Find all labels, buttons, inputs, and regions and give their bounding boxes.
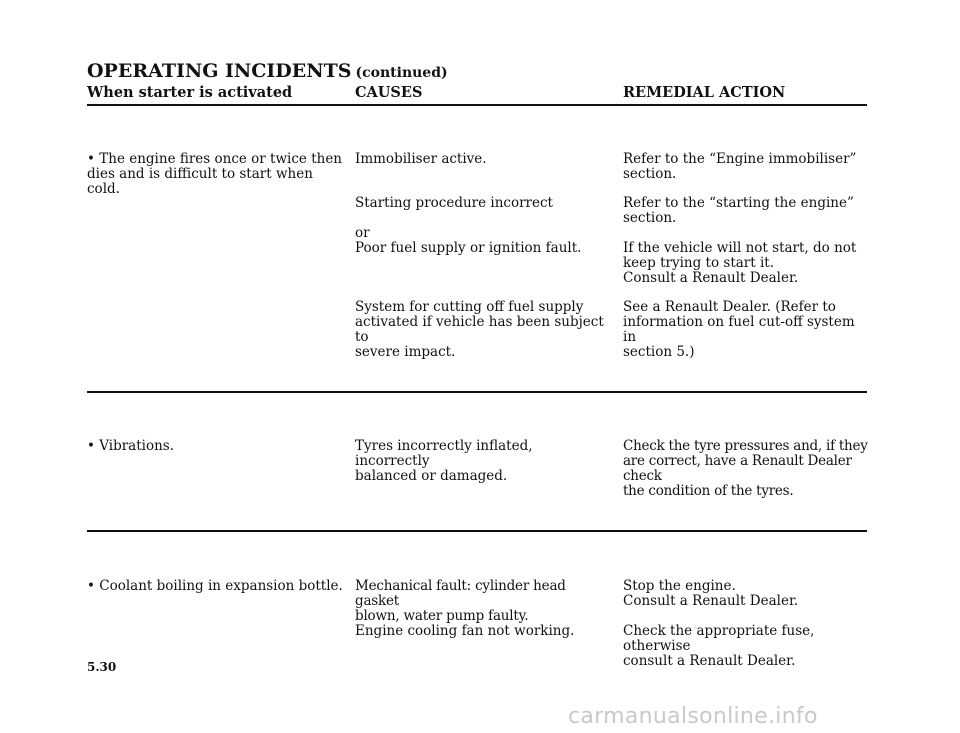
action-fuel-cutoff: See a Renault Dealer. (Refer to information on fuel cut-off system in section 5.) (623, 299, 855, 360)
action-stop-engine: Stop the engine. Consult a Renault Dealer. (623, 578, 799, 609)
page-title-main: OPERATING INCIDENTS (87, 60, 352, 82)
page-title-suffix: (continued) (355, 65, 448, 81)
cause-mechanical-fault: Mechanical fault: cylinder head gasket blown, water pump faulty. (355, 578, 566, 624)
action-fuel-ignition: If the vehicle will not start, do not keep trying to start it. Consult a Renault Dealer. (623, 240, 857, 286)
cause-immobiliser: Immobiliser active. (355, 151, 487, 167)
cause-starting-procedure: Starting procedure incorrect (355, 195, 553, 211)
column-header-remedial-action: REMEDIAL ACTION (623, 84, 786, 101)
symptom-coolant-boiling: • Coolant boiling in expansion bottle. (87, 578, 343, 594)
section-divider (87, 391, 867, 393)
column-header-symptom: When starter is activated (87, 84, 293, 101)
column-header-causes: CAUSES (355, 84, 423, 101)
cause-fuel-ignition: or Poor fuel supply or ignition fault. (355, 225, 582, 256)
action-check-fuse: Check the appropriate fuse, otherwise consult a Renault Dealer. (623, 623, 815, 669)
symptom-vibrations: • Vibrations. (87, 438, 175, 454)
action-tyres: Check the tyre pressures and, if they are correct, have a Renault Dealer check the condition of the tyres. (623, 438, 868, 499)
action-immobiliser: Refer to the “Engine immobiliser” section. (623, 151, 857, 182)
section-divider (87, 530, 867, 532)
watermark[interactable]: carmanualsonline.info (568, 704, 818, 729)
symptom-engine-fires: • The engine fires once or twice then dies and is difficult to start when cold. (87, 151, 342, 197)
page-number: 5.30 (87, 660, 117, 674)
action-starting-procedure: Refer to the “starting the engine” section. (623, 195, 854, 226)
page-title (87, 60, 448, 82)
cause-fuel-cutoff: System for cutting off fuel supply activated if vehicle has been subject to severe impact. (355, 299, 604, 360)
cause-cooling-fan: Engine cooling fan not working. (355, 623, 575, 639)
cause-tyres: Tyres incorrectly inflated, incorrectly balanced or damaged. (355, 438, 533, 484)
header-divider (87, 104, 867, 106)
